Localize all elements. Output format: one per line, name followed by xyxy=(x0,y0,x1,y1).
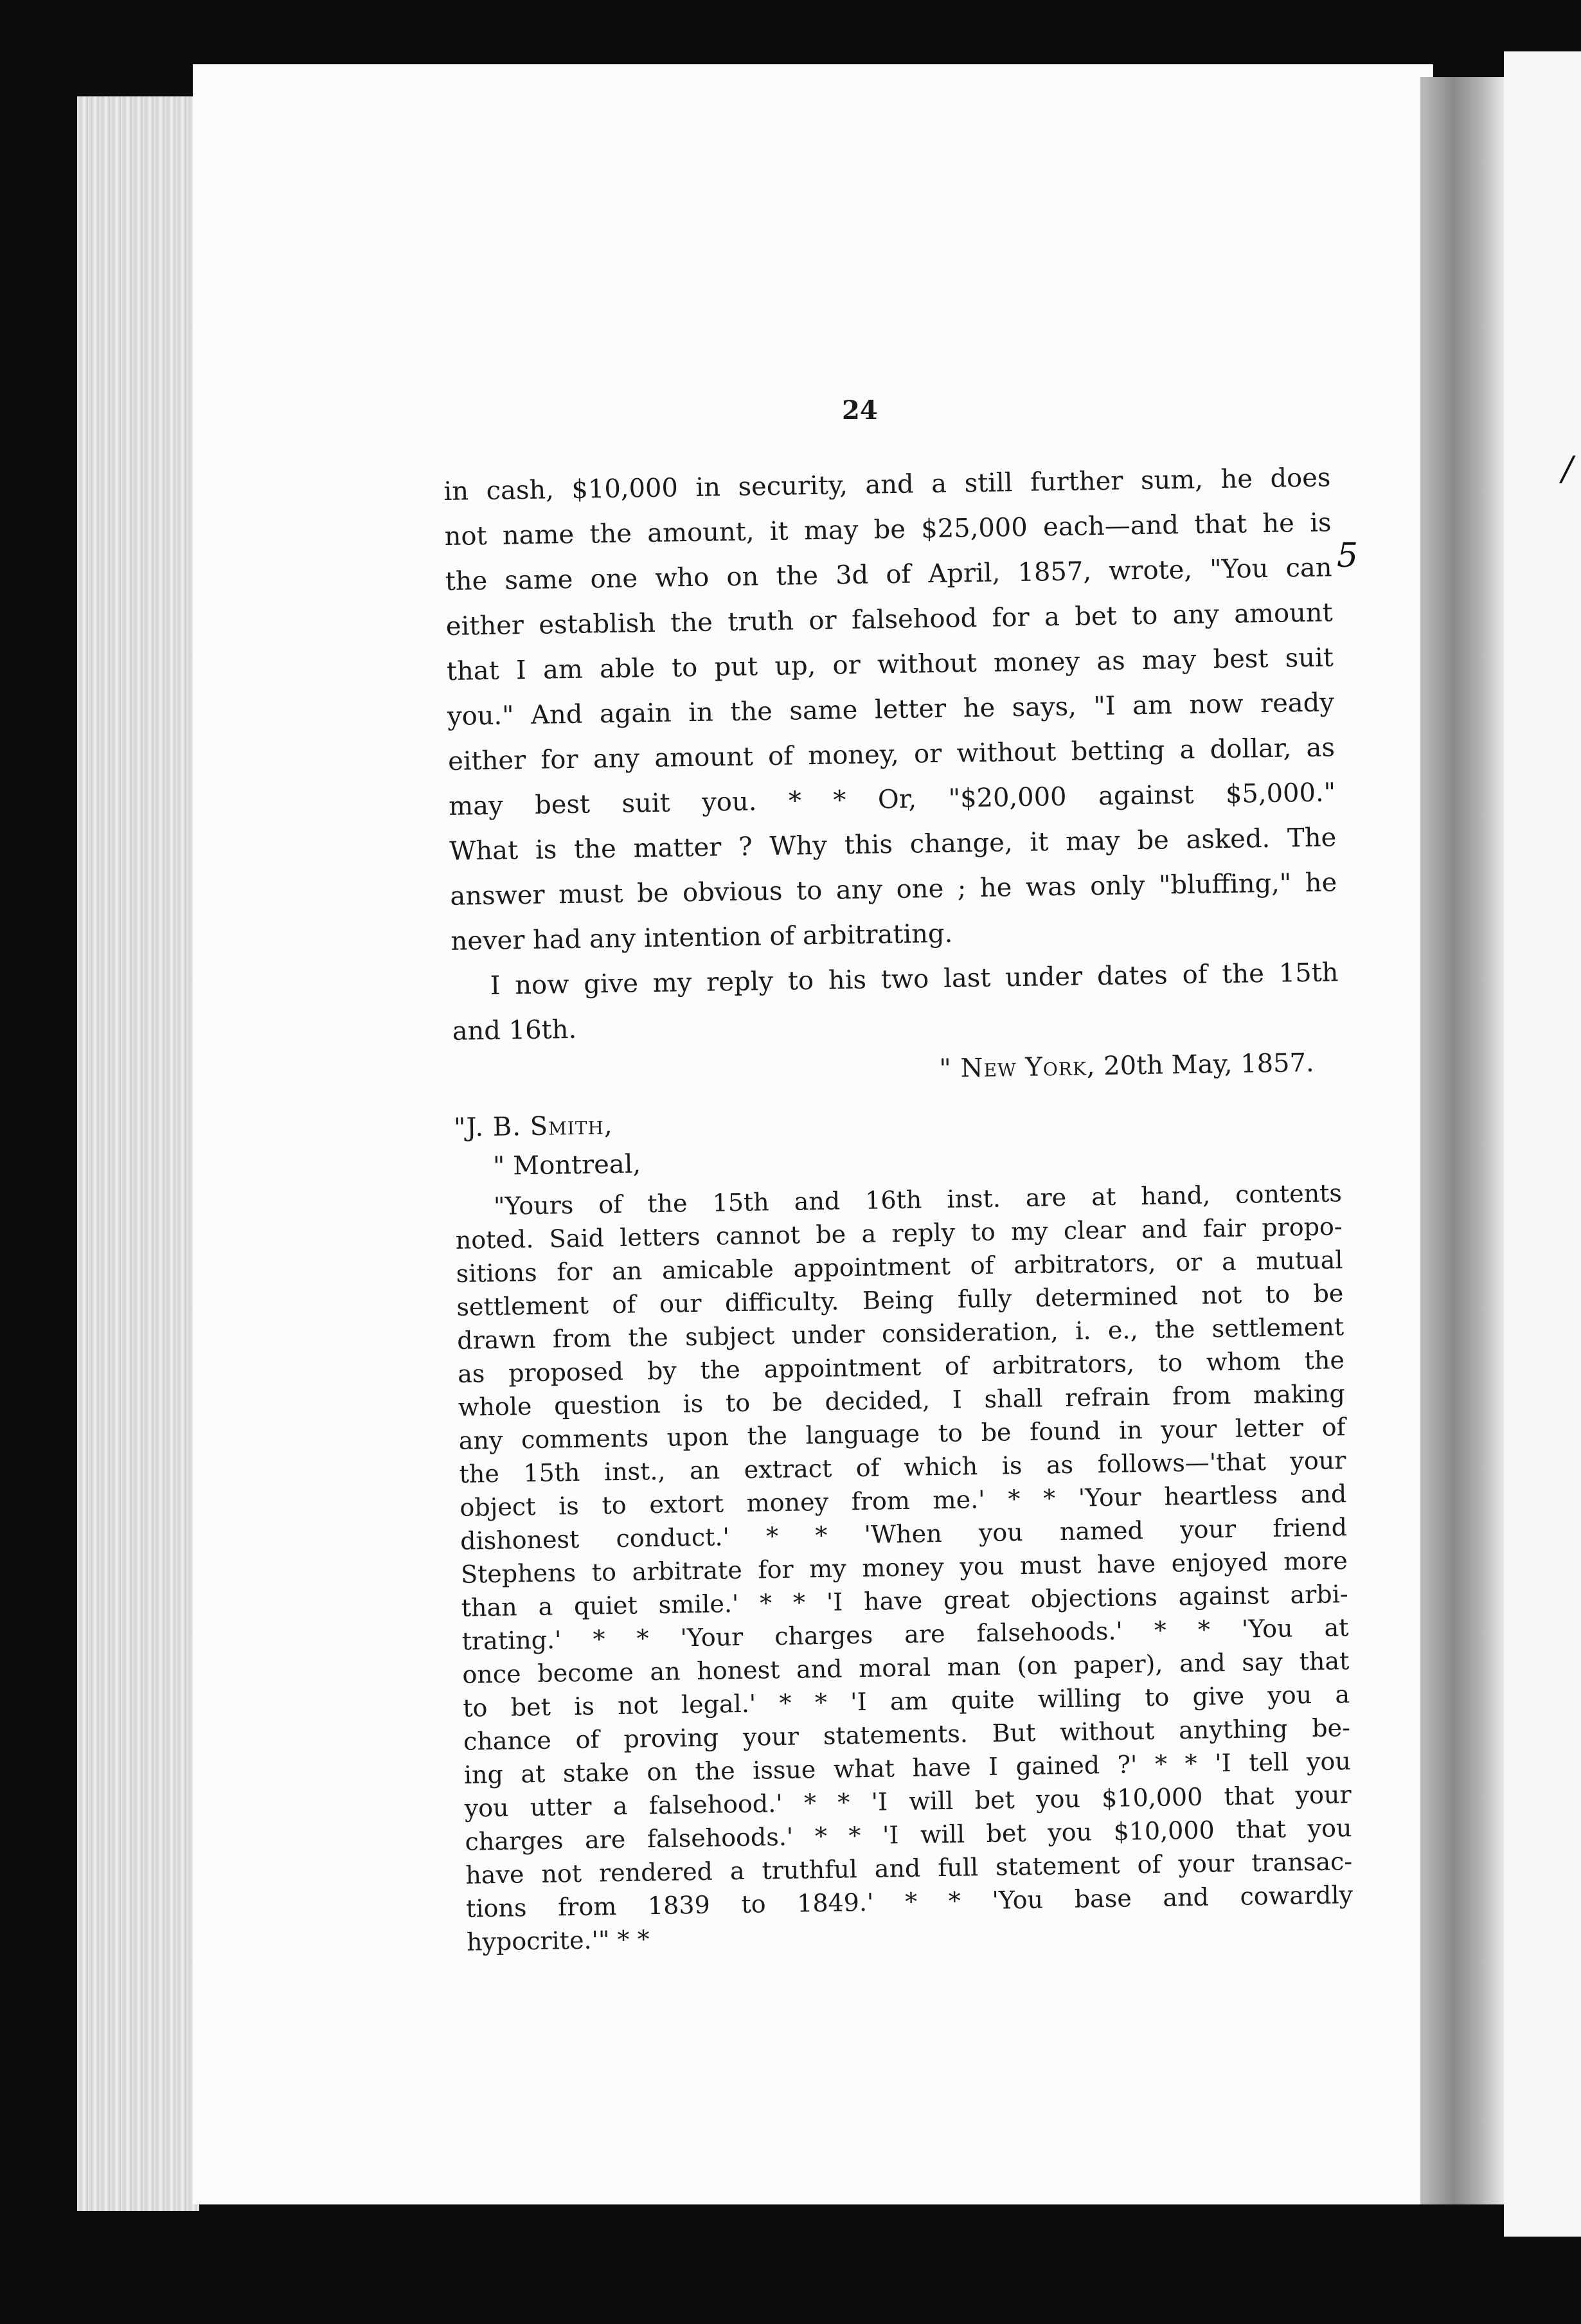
margin-annotation: 5 xyxy=(1337,537,1359,575)
text-line: I now give my reply to his two last under dates of the 15th xyxy=(490,958,1339,1001)
letter-place: " Montreal, xyxy=(492,1149,641,1181)
text-line: either for any amount of money, or without betting a dollar, as xyxy=(447,733,1335,776)
text-line: and 16th. xyxy=(452,1014,577,1046)
page-body xyxy=(443,455,1353,1958)
letter-line: trating.' * * 'Your charges are falsehoods.' * * 'You at xyxy=(461,1613,1349,1656)
letter-line: tions from 1839 to 1849.' * * 'You base and cowardly xyxy=(465,1881,1353,1923)
dateline-date: 20th May, 1857. xyxy=(1095,1048,1315,1082)
letter-line: ing at stake on the issue what have I gained ?' * * 'I tell you xyxy=(463,1747,1352,1789)
text-line: either establish the truth or falsehood for a bet to any amount xyxy=(445,598,1334,641)
text-line: you." And again in the same letter he says, "I am now ready xyxy=(447,688,1335,731)
letter-text xyxy=(455,1176,1354,1959)
body-paragraphs xyxy=(443,455,1339,1054)
text-line: What is the matter ? Why this change, it may be asked. The xyxy=(449,823,1337,866)
letter-line: any comments upon the language to be found in your letter of xyxy=(458,1413,1346,1455)
letter-line: object is to extort money from me.' * * 'Your heartless and xyxy=(460,1479,1347,1522)
letter-line: hypocrite.'" * * xyxy=(466,1925,650,1956)
page-number: 24 xyxy=(842,395,878,425)
text-line: the same one who on the 3d of April, 1857, wrote, "You can xyxy=(445,553,1332,596)
letter-line: settlement of our difficulty. Being fully determined not to be xyxy=(456,1279,1344,1321)
letter-line: you utter a falsehood.' * * 'I will bet you $10,000 that your xyxy=(464,1780,1352,1823)
text-line: that I am able to put up, or without money as may best suit xyxy=(446,643,1334,686)
letter-line: drawn from the subject under consideration, i. e., the settlement xyxy=(456,1312,1344,1355)
text-line: answer must be obvious to any one ; he was only "bluffing," he xyxy=(450,868,1337,911)
text-line: may best suit you. * * Or, "$20,000 against $5,000." xyxy=(448,778,1336,821)
letter-line: noted. Said letters cannot be a reply to my clear and fair propo- xyxy=(455,1212,1343,1255)
text-line: not name the amount, it may be $25,000 each—and that he is xyxy=(444,508,1332,551)
letter-line: as proposed by the appointment of arbitrators, to whom the xyxy=(457,1346,1345,1388)
letter-line: whole question is to be decided, I shall refrain from making xyxy=(458,1379,1346,1422)
dateline-city: " New York, xyxy=(939,1051,1096,1084)
facing-page-edge xyxy=(1504,51,1581,2237)
letter-line: the 15th inst., an extract of which is as follows—'that your xyxy=(459,1446,1346,1488)
letter-line: chance of proving your statements. But without anything be- xyxy=(463,1713,1351,1756)
letter-line: sitions for an amicable appointment of arbitrators, or a mutual xyxy=(456,1246,1343,1288)
letter-line: "Yours of the 15th and 16th inst. are at hand, contents xyxy=(493,1179,1343,1220)
text-line: never had any intention of arbitrating. xyxy=(451,918,953,956)
binding-shadow xyxy=(1420,77,1504,2204)
letter-line: Stephens to arbitrate for my money you must have enjoyed more xyxy=(460,1546,1348,1589)
letter-line: to bet is not legal.' * * 'I am quite willing to give you a xyxy=(462,1680,1350,1722)
letter-addressee: "J. B. Smith, xyxy=(453,1110,613,1143)
text-line: in cash, $10,000 in security, and a still further sum, he does xyxy=(443,463,1331,506)
letter-line: than a quiet smile.' * * 'I have great objections against arbi- xyxy=(461,1580,1349,1622)
letter-line: charges are falsehoods.' * * 'I will bet you $10,000 that you xyxy=(465,1814,1352,1856)
book-page-edges xyxy=(77,96,199,2211)
letter-line: have not rendered a truthful and full statement of your transac- xyxy=(465,1847,1353,1890)
letter-line: once become an honest and moral man (on paper), and say that xyxy=(462,1647,1350,1689)
margin-annotation: / xyxy=(1562,450,1573,488)
letter-line: dishonest conduct.' * * 'When you named your friend xyxy=(460,1513,1348,1555)
